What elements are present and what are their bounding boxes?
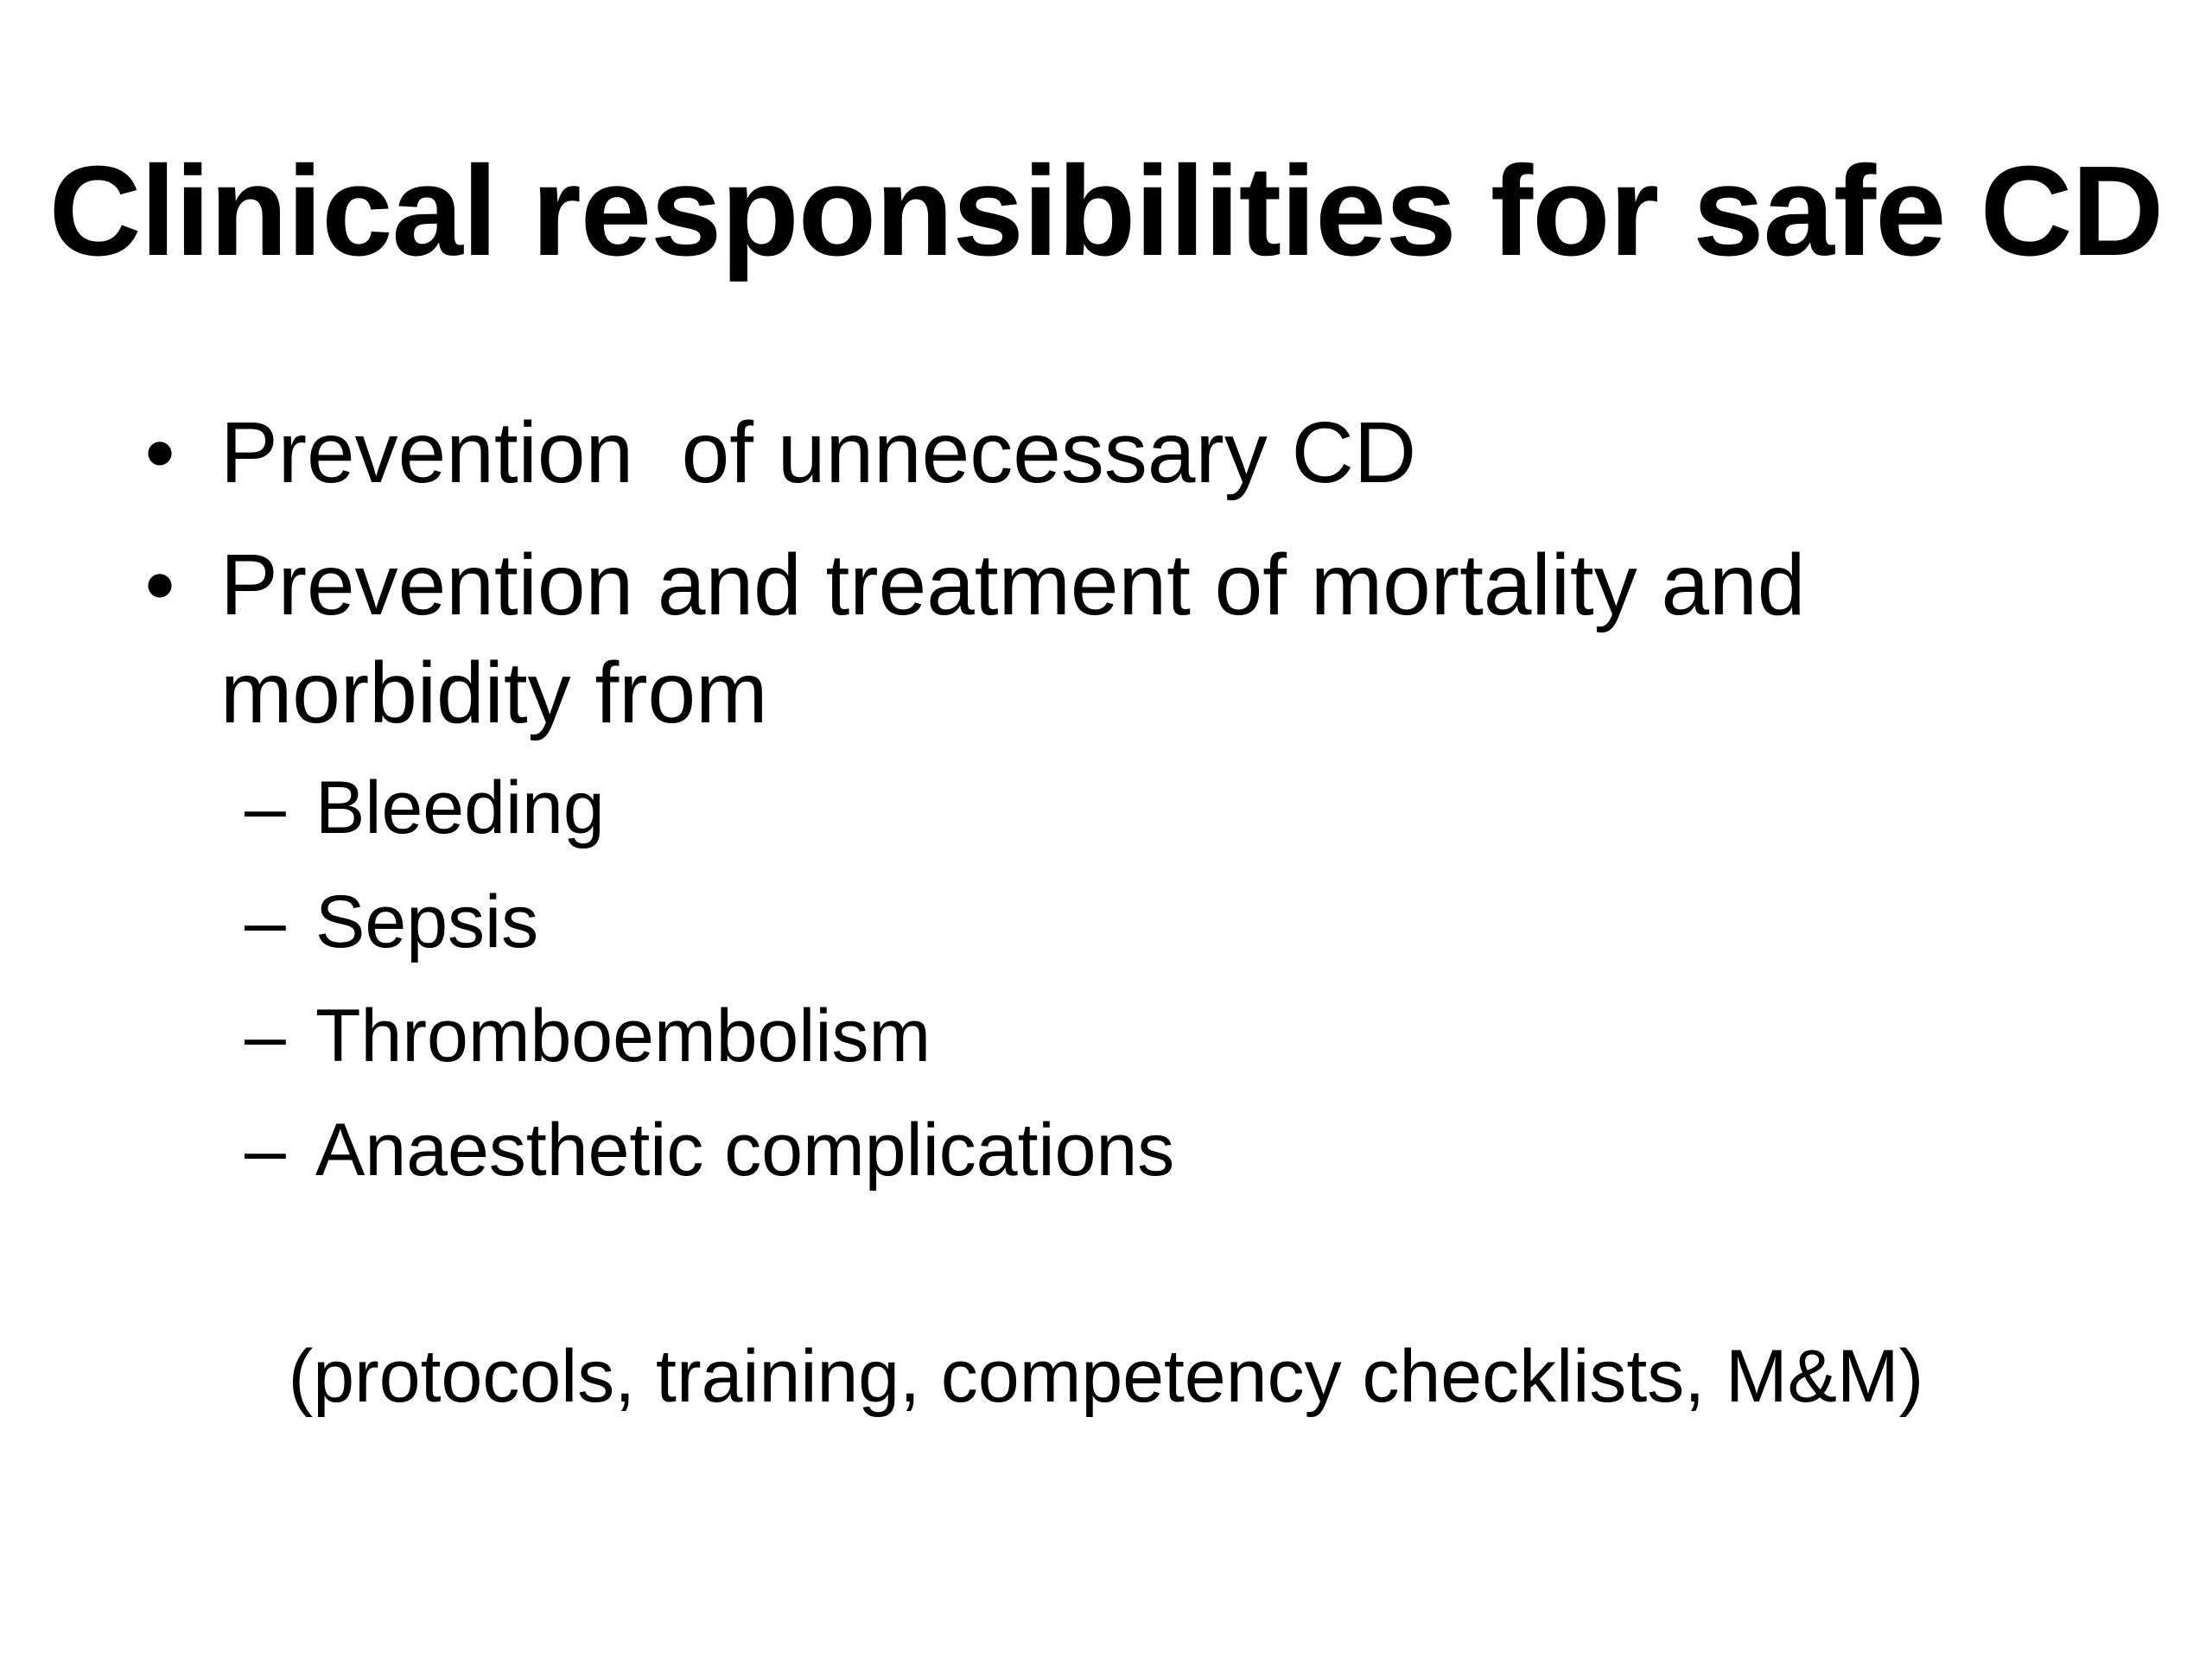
sub-bullet-text: Sepsis <box>315 880 539 963</box>
sub-bullet-item <box>245 874 1871 969</box>
sub-bullet-item <box>245 760 1871 855</box>
dash-marker: – <box>245 880 286 963</box>
bullet-marker: • <box>144 404 175 501</box>
bullet-item <box>144 531 2035 747</box>
sub-bullet-text: Bleeding <box>315 766 605 849</box>
bullet-text: Prevention of unnecessary CD <box>220 404 1417 501</box>
sub-bullet-text: Anaesthetic complications <box>315 1109 1175 1192</box>
bullet-item <box>144 399 2035 507</box>
dash-marker: – <box>245 995 286 1077</box>
slide-title: Clinical responsibilities for safe CD <box>48 140 2164 283</box>
bullet-text: Prevention and treatment of mortality and morbidity from <box>220 537 1806 741</box>
sub-bullet-text: Thromboembolism <box>315 995 931 1077</box>
bullet-marker: • <box>144 537 175 633</box>
dash-marker: – <box>245 766 286 849</box>
sub-bullet-item <box>245 1103 1871 1198</box>
footnote: (protocols, training, competency checklists, M&M) <box>288 1335 1924 1418</box>
dash-marker: – <box>245 1109 286 1192</box>
sub-bullet-item <box>245 988 1871 1084</box>
